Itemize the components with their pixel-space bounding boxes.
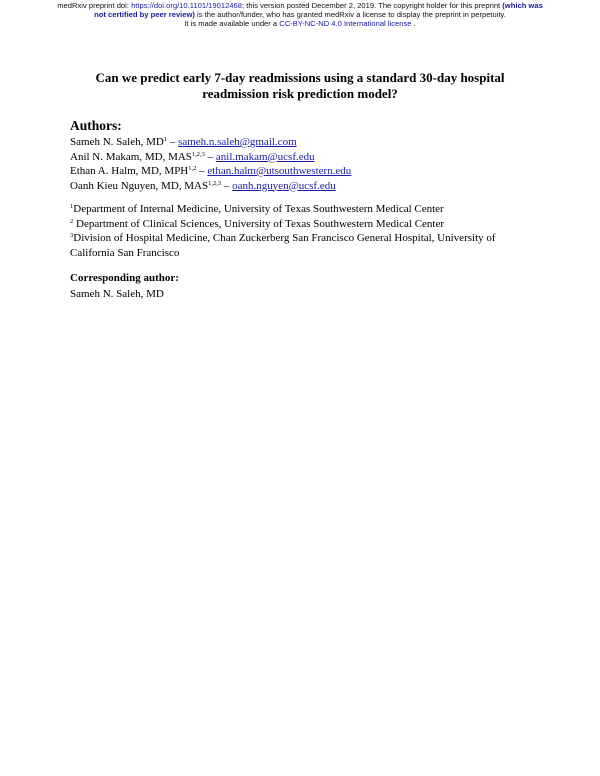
author-affiliation-sup: 1,2 [188,165,197,172]
author-dash: – [204,150,216,163]
author-row [70,164,540,179]
affiliation-sup: 2 [70,217,74,225]
corresponding-name: Sameh N. Saleh, MD [70,288,164,300]
author-row [70,179,540,194]
author-affiliation-sup: 1,2,3 [191,150,205,158]
author-email-link[interactable]: oanh.nguyen@ucsf.edu [232,179,336,192]
author-dash: – [167,136,179,148]
paper-title [50,70,550,102]
title-line-1: Can we predict early 7-day readmissions using a standard 30-day hospital [95,70,505,85]
header-posted-text: this version posted December 2, 2019. The copyright holder for this preprint [244,1,503,10]
authors-heading: Authors: [70,118,122,133]
author-row [70,135,540,150]
author-name: Oanh Kieu Nguyen, MD, MAS [70,179,209,192]
author-affiliation-sup: 1 [163,136,168,143]
author-name: Sameh N. Saleh, MD [70,136,164,148]
affiliation-sup: 1 [70,203,74,210]
header-prefix: medRxiv preprint doi: [57,1,132,10]
header-line-2-text: is the author/funder, who has granted medRxiv a license to display the preprint in perpetuity. [194,10,506,19]
affiliation-list [70,202,540,260]
author-name: Anil N. Makam, MD, MAS [70,150,192,163]
author-email-link[interactable]: anil.makam@ucsf.edu [215,150,315,163]
affiliation-item [70,202,540,217]
affiliation-sup: 3 [70,232,74,239]
header-cert-2: not certified by peer review) [94,10,195,19]
header-line-2 [0,10,600,19]
author-name: Ethan A. Halm, MD, MPH [70,165,189,177]
affiliation-text: Department of Internal Medicine, University of Texas Southwestern Medical Center [73,203,444,215]
author-dash: – [221,179,233,192]
affiliation-item [70,217,540,232]
author-dash: – [196,165,208,177]
preprint-header [0,1,600,28]
header-line-3 [0,19,600,28]
affiliation-text: Department of Clinical Sciences, University of Texas Southwestern Medical Center [73,217,445,230]
doi-link[interactable]: https://doi.org/10.1101/19012468 [131,1,242,10]
header-line-1 [0,1,600,10]
title-line-2: readmission risk prediction model? [202,86,398,101]
license-link[interactable]: CC-BY-NC-ND 4.0 International license [279,19,412,28]
header-line-3-prefix: It is made available under a [184,19,280,28]
author-email-link[interactable]: ethan.halm@utsouthwestern.edu [207,165,352,177]
author-affiliation-sup: 1,2,3 [208,179,222,187]
affiliation-text: Division of Hospital Medicine, Chan Zuckerberg San Francisco General Hospital, University of California San Francisco [70,232,496,259]
header-cert-1: (which was [502,1,543,10]
author-list [70,135,540,193]
header-line-3-suffix: . [411,19,416,28]
affiliation-item [70,231,540,260]
header-mid: ; [241,1,245,10]
author-row [70,150,540,165]
author-email-link[interactable]: sameh.n.saleh@gmail.com [178,136,297,148]
corresponding-heading: Corresponding author: [70,272,179,284]
